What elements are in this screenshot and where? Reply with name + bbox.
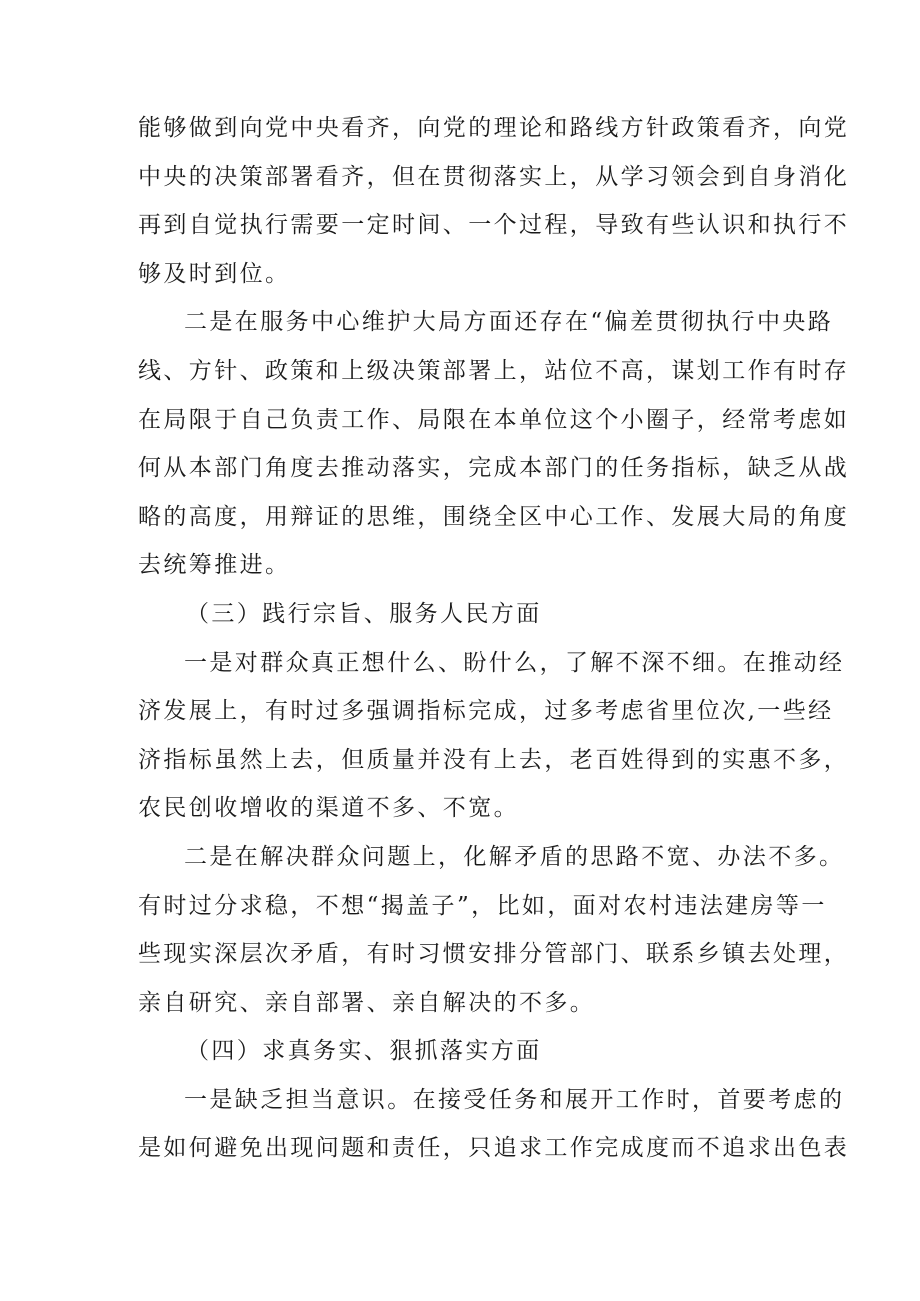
paragraph xyxy=(138,639,850,833)
text-line: 能够做到向党中央看齐，向党的理论和路线方针政策看齐，向党 xyxy=(138,115,850,141)
text-line: 有时过分求稳，不想“揭盖子”，比如，面对农村违法建房等一 xyxy=(138,892,827,919)
paragraph xyxy=(138,104,850,298)
text-line: 够及时到位。 xyxy=(138,260,291,287)
text-line: 一是缺乏担当意识。在接受任务和展开工作时，首要考虑的 xyxy=(184,1086,845,1113)
paragraph xyxy=(138,1076,850,1173)
section-heading xyxy=(138,590,798,639)
section-heading xyxy=(138,1027,798,1076)
paragraph xyxy=(138,833,850,1027)
paragraph xyxy=(138,298,850,590)
text-line: 中央的决策部署看齐，但在贯彻落实上，从学习领会到自身消化 xyxy=(138,163,850,190)
text-line: 是如何避免出现问题和责任，只追求工作完成度而不追求出色表 xyxy=(138,1135,850,1162)
text-line: 去统筹推进。 xyxy=(138,552,291,579)
text-line: 一是对群众真正想什么、盼什么，了解不深不细。在推动经 xyxy=(184,649,845,676)
text-line: 济指标虽然上去，但质量并没有上去，老百姓得到的实惠不多， xyxy=(138,746,850,773)
text-line: 何从本部门角度去推动落实，完成本部门的任务指标，缺乏从战 xyxy=(138,455,850,482)
text-line: 线、方针、政策和上级决策部署上，站位不高，谋划工作有时存 xyxy=(138,357,850,384)
text-line: 略的高度，用辩证的思维，围绕全区中心工作、发展大局的角度 xyxy=(138,503,850,530)
heading-text: （三）践行宗旨、服务人民方面 xyxy=(186,600,542,627)
text-line: 些现实深层次矛盾，有时习惯安排分管部门、联系乡镇去处理， xyxy=(138,941,850,968)
text-line: 亲自研究、亲自部署、亲自解决的不多。 xyxy=(138,989,596,1016)
text-line: 济发展上，有时过多强调指标完成，过多考虑省里位次,一些经 xyxy=(138,698,834,725)
text-line: 在局限于自己负责工作、局限在本单位这个小圈子，经常考虑如 xyxy=(138,406,850,433)
text-line: 二是在解决群众问题上，化解矛盾的思路不宽、办法不多。 xyxy=(184,843,845,870)
text-line: 农民创收增收的渠道不多、不宽。 xyxy=(138,795,519,822)
text-line: 二是在服务中心维护大局方面还存在“偏差贯彻执行中央路 xyxy=(184,309,834,336)
heading-text: （四）求真务实、狠抓落实方面 xyxy=(186,1038,542,1065)
document-page xyxy=(138,104,850,1173)
text-line: 再到自觉执行需要一定时间、一个过程，导致有些认识和执行不 xyxy=(138,212,850,239)
